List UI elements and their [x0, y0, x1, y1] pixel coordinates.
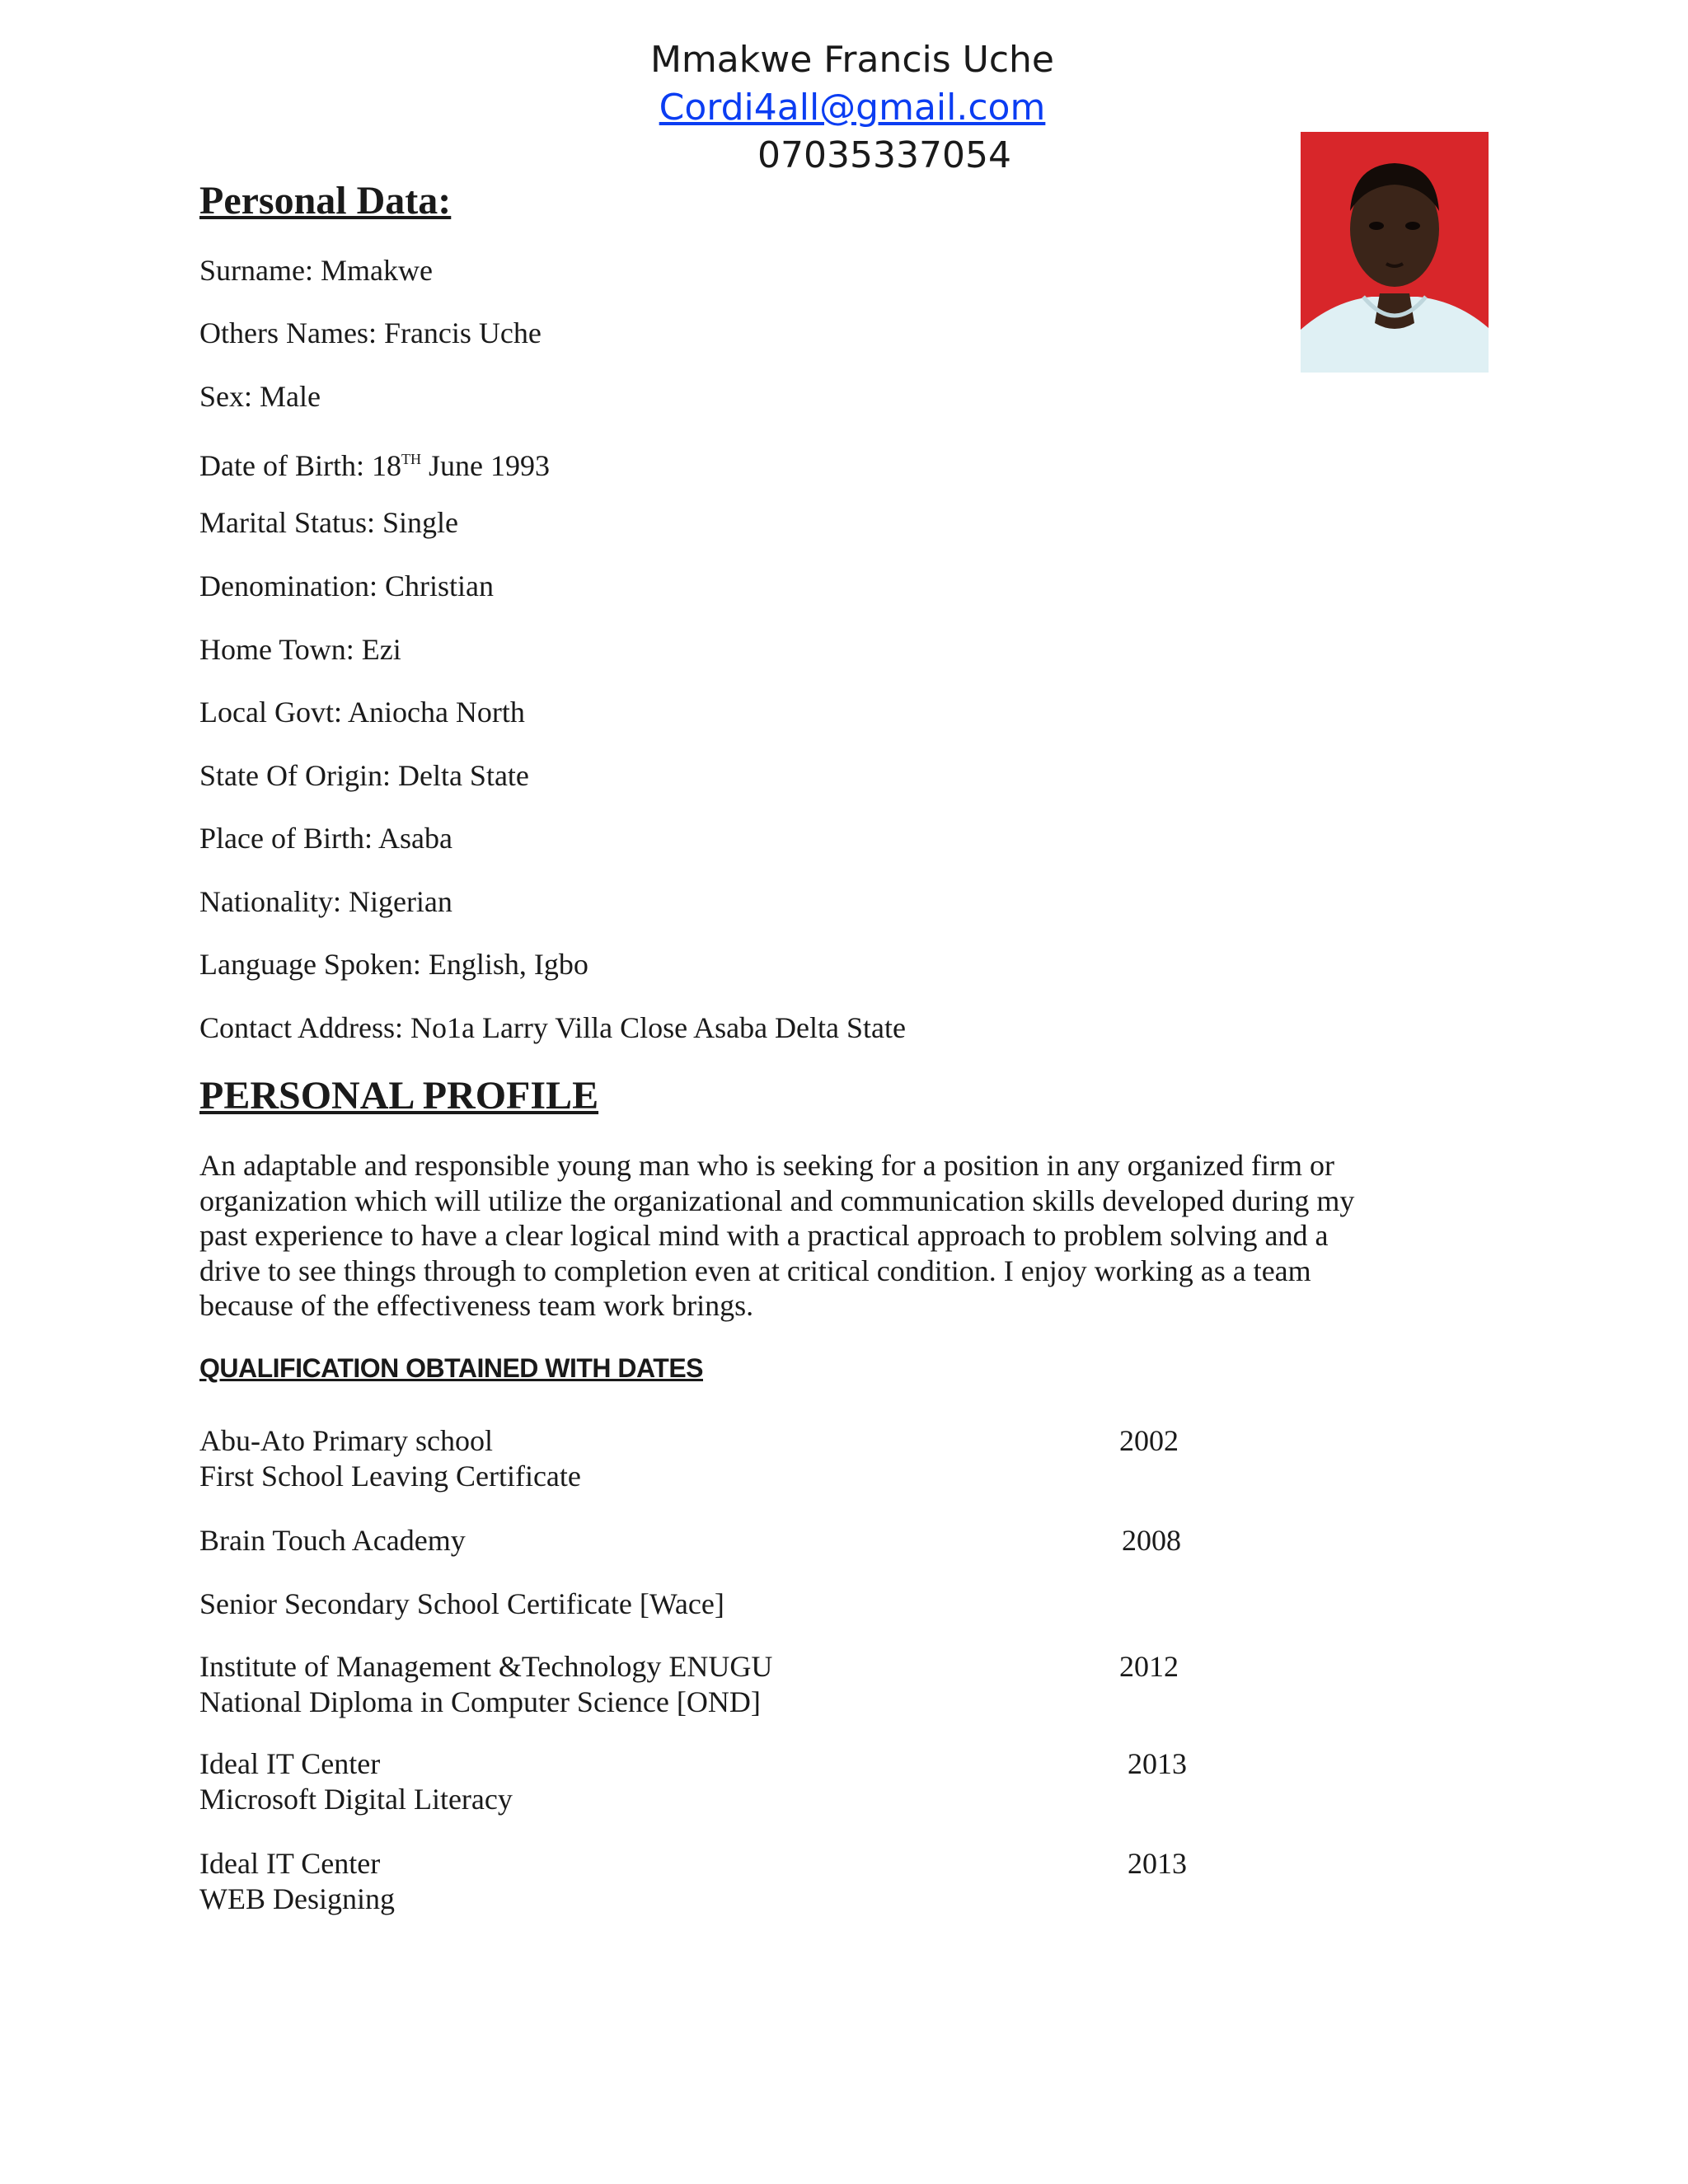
qualification-year: 2012: [1119, 1650, 1179, 1683]
field-contact-address: Contact Address: No1a Larry Villa Close Asaba Delta State: [199, 1011, 906, 1044]
qualification-certificate: First School Leaving Certificate: [199, 1460, 581, 1493]
field-home-town: Home Town: Ezi: [199, 633, 401, 666]
profile-line: organization which will utilize the organizational and communication skills developed during my: [199, 1183, 1355, 1217]
qualification-item: [199, 1586, 724, 1622]
dob-rest: June 1993: [420, 449, 550, 482]
field-denomination: Denomination: Christian: [199, 569, 494, 602]
qualification-item: [199, 1746, 513, 1817]
dob-text: Date of Birth: 18: [199, 449, 401, 482]
field-language-spoken: Language Spoken: English, Igbo: [199, 948, 588, 981]
qualification-school: Ideal IT Center: [199, 1747, 381, 1780]
qualification-year: 2013: [1128, 1747, 1187, 1780]
portrait-icon: [1301, 132, 1489, 373]
field-sex: Sex: Male: [199, 380, 321, 413]
qualification-year: 2013: [1128, 1847, 1187, 1880]
qualification-school: Ideal IT Center: [199, 1847, 381, 1880]
qualification-certificate: Microsoft Digital Literacy: [199, 1783, 513, 1816]
field-nationality: Nationality: Nigerian: [199, 885, 452, 918]
field-local-govt: Local Govt: Aniocha North: [199, 696, 525, 729]
field-marital-status: Marital Status: Single: [199, 506, 458, 539]
qualification-item: [199, 1649, 772, 1720]
qualification-school: Abu-Ato Primary school: [199, 1424, 493, 1457]
qualification-year: 2008: [1122, 1524, 1181, 1557]
field-state-of-origin: State Of Origin: Delta State: [199, 759, 529, 792]
profile-line: past experience to have a clear logical mind with a practical approach to problem solving and a: [199, 1219, 1329, 1252]
field-surname: Surname: Mmakwe: [199, 254, 433, 287]
phone-number: 07035337054: [757, 134, 1011, 176]
qualification-school: Institute of Management &Technology ENUGU: [199, 1650, 773, 1683]
field-date-of-birth: [199, 441, 550, 484]
qualification-school: Brain Touch Academy: [199, 1524, 466, 1557]
profile-line: because of the effectiveness team work brings.: [199, 1289, 754, 1322]
personal-profile-heading: PERSONAL PROFILE: [199, 1074, 599, 1118]
qualifications-heading: QUALIFICATION OBTAINED WITH DATES: [199, 1353, 703, 1383]
personal-data-heading: Personal Data:: [199, 179, 452, 223]
field-other-names: Others Names: Francis Uche: [199, 316, 542, 349]
qualification-certificate: National Diploma in Computer Science [OND]: [199, 1685, 761, 1718]
dob-suffix: TH: [401, 451, 421, 467]
qualification-item: [199, 1423, 581, 1494]
qualification-year: 2002: [1119, 1424, 1179, 1457]
passport-photo: [1301, 132, 1489, 373]
applicant-name: Mmakwe Francis Uche: [649, 39, 1055, 81]
profile-line: drive to see things through to completion even at critical condition. I enjoy working as a team: [199, 1254, 1311, 1287]
email-link[interactable]: Cordi4all@gmail.com: [659, 87, 1046, 129]
qualification-item: [199, 1846, 395, 1917]
profile-line: An adaptable and responsible young man who is seeking for a position in any organized firm or: [199, 1149, 1335, 1182]
qualification-school: Senior Secondary School Certificate [Wace]: [199, 1587, 724, 1620]
qualification-item: [199, 1523, 466, 1558]
field-place-of-birth: Place of Birth: Asaba: [199, 822, 452, 855]
qualification-certificate: WEB Designing: [199, 1882, 395, 1915]
profile-paragraph: [199, 1148, 1485, 1324]
